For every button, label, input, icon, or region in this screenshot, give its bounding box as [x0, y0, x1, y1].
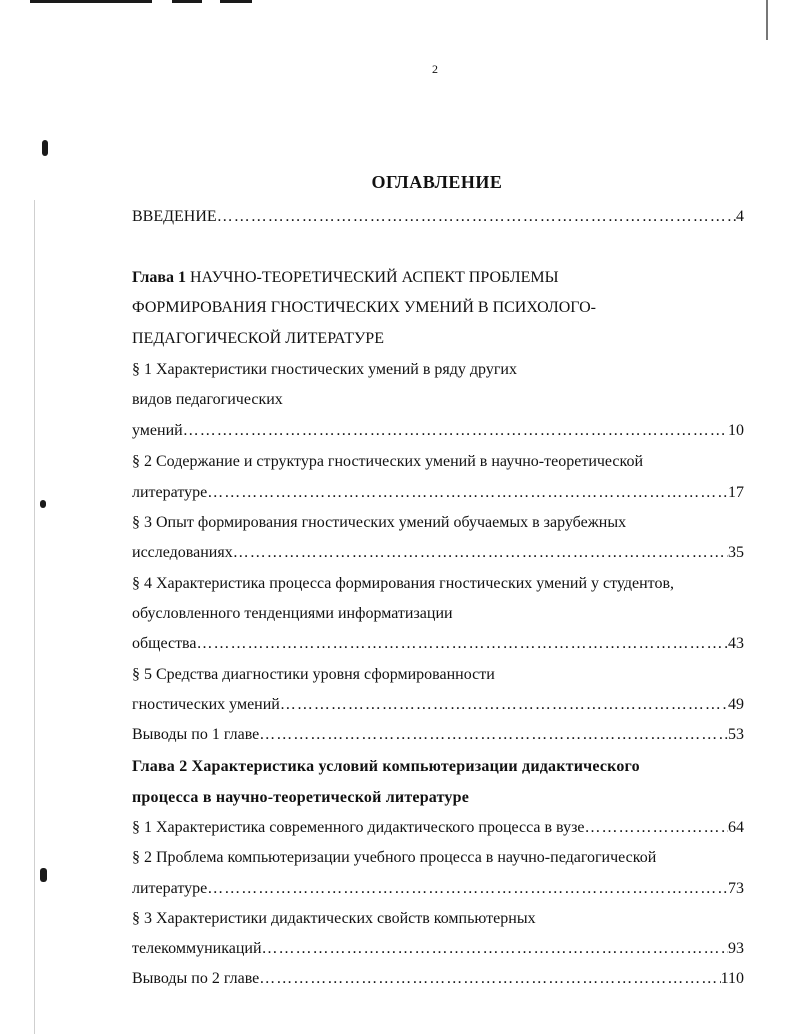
dot-leader: [217, 207, 736, 227]
toc-entry-ch1-s4-line-1: § 4 Характеристика процесса формирования гностических умений у студентов,: [132, 575, 675, 592]
toc-entry-ch1-s1: [132, 421, 744, 441]
dot-leader: [207, 483, 728, 503]
scan-artifact-left-speck-1: [42, 140, 48, 156]
dot-leader: [207, 879, 728, 899]
toc-page-number: 93: [728, 940, 744, 957]
dot-leader: [259, 969, 720, 989]
toc-entry-ch2-s3-line-1: § 3 Характеристики дидактических свойств компьютерных: [132, 910, 536, 927]
toc-entry-ch1-s1-line-2: видов педагогических: [132, 391, 283, 408]
toc-entry-ch1-s5: [132, 695, 744, 715]
toc-entry-ch2-conclusions: [132, 969, 744, 989]
toc-entry-ch2-s1: [132, 818, 744, 838]
toc-entry-ch1-s5-line-1: § 5 Средства диагностики уровня сформированности: [132, 666, 495, 683]
scan-artifact-left-line: [34, 200, 35, 1034]
chapter-2-heading-line-1: Глава 2 Характеристика условий компьютеризации дидактического: [132, 758, 640, 775]
dot-leader: [259, 725, 728, 745]
toc-entry-label: литературе: [132, 880, 208, 897]
toc-entry-ch1-s3: [132, 543, 744, 563]
toc-entry-label: исследованиях: [132, 544, 233, 561]
toc-entry-label: общества: [132, 635, 197, 652]
toc-entry-intro: [132, 207, 744, 227]
toc-entry-label: телекоммуникаций: [132, 940, 262, 957]
toc-entry-ch1-s4-line-2: обусловленного тенденциями информатизации: [132, 605, 453, 622]
scan-artifact-left-speck-3: [40, 868, 47, 882]
toc-page-number: 73: [728, 880, 744, 897]
scan-artifact-top-3: [220, 0, 252, 3]
dot-leader: [197, 634, 729, 654]
dot-leader: [233, 543, 728, 563]
chapter-1-prefix: Глава 1: [132, 269, 186, 286]
toc-entry-ch1-s4: [132, 634, 744, 654]
scan-artifact-top-1: [30, 0, 152, 3]
toc-page-number: 17: [728, 484, 744, 501]
toc-entry-ch2-s2: [132, 879, 744, 899]
toc-page-number: 49: [728, 696, 744, 713]
toc-page-number: 64: [728, 819, 744, 836]
dot-leader: [183, 421, 728, 441]
toc-entry-label: умений: [132, 422, 183, 439]
toc-entry-ch1-s2-line-1: § 2 Содержание и структура гностических умений в научно-теоретической: [132, 453, 644, 470]
toc-entry-ch1-s3-line-1: § 3 Опыт формирования гностических умений обучаемых в зарубежных: [132, 514, 627, 531]
page-title: ОГЛАВЛЕНИЕ: [371, 172, 503, 192]
toc-entry-label: Выводы по 1 главе: [132, 726, 260, 743]
toc-entry-label: ВВЕДЕНИЕ: [132, 208, 217, 225]
toc-page-number: 4: [736, 208, 744, 225]
chapter-1-heading-line-2: ФОРМИРОВАНИЯ ГНОСТИЧЕСКИХ УМЕНИЙ В ПСИХОЛОГО-: [132, 299, 596, 316]
chapter-1-heading-line-3: ПЕДАГОГИЧЕСКОЙ ЛИТЕРАТУРЕ: [132, 330, 384, 347]
chapter-2-heading-line-2: процесса в научно-теоретической литературе: [132, 789, 470, 806]
dot-leader: [280, 695, 728, 715]
toc-page-number: 10: [728, 422, 744, 439]
toc-entry-label: § 1 Характеристика современного дидактического процесса в вузе: [132, 819, 585, 836]
chapter-1-heading-line-1: [132, 268, 744, 288]
toc-page-number: 53: [728, 726, 744, 743]
chapter-1-title: НАУЧНО-ТЕОРЕТИЧЕСКИЙ АСПЕКТ ПРОБЛЕМЫ: [190, 269, 559, 286]
scan-artifact-left-speck-2: [40, 500, 46, 508]
toc-page-number: 35: [728, 544, 744, 561]
toc-entry-ch2-s3: [132, 939, 744, 959]
toc-entry-label: литературе: [132, 484, 208, 501]
toc-page-number: 110: [720, 970, 744, 987]
toc-entry-ch1-s2: [132, 483, 744, 503]
toc-entry-ch1-conclusions: [132, 725, 744, 745]
toc-entry-label: гностических умений: [132, 696, 280, 713]
toc-entry-ch1-s1-line-1: § 1 Характеристики гностических умений в ряду других: [132, 361, 517, 378]
dot-leader: [262, 939, 728, 959]
toc-entry-label: Выводы по 2 главе: [132, 970, 260, 987]
scan-artifact-right-edge: [766, 0, 768, 40]
page-number: 2: [432, 62, 438, 76]
dot-leader: [584, 818, 728, 838]
toc-entry-ch2-s2-line-1: § 2 Проблема компьютеризации учебного процесса в научно-педагогической: [132, 849, 657, 866]
toc-page-number: 43: [728, 635, 744, 652]
scan-artifact-top-2: [172, 0, 202, 3]
